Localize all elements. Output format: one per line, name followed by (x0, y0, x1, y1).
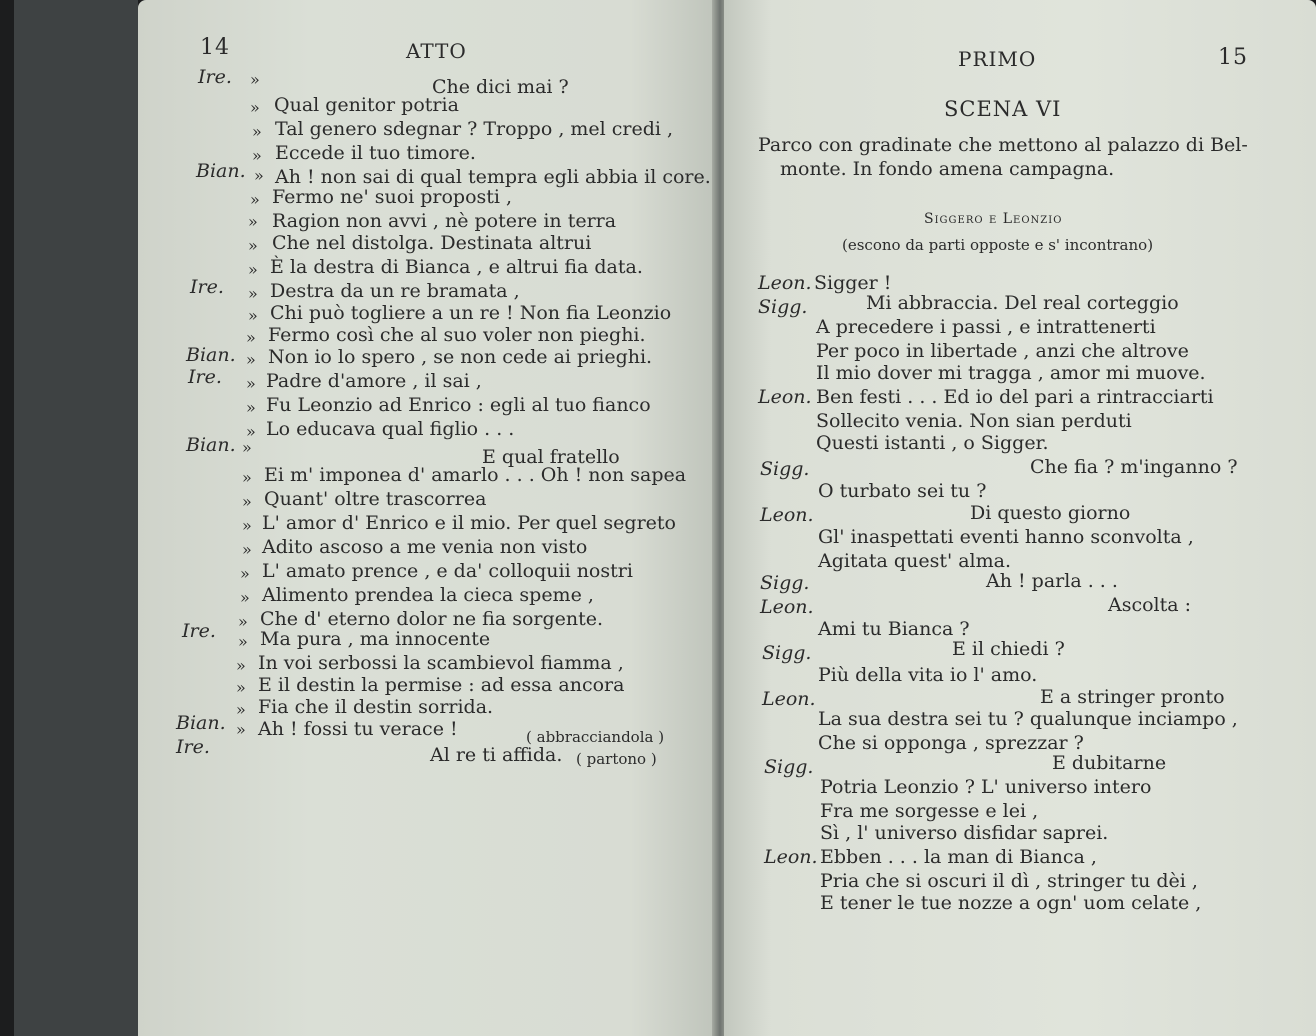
quote-mark: » (250, 98, 260, 117)
verse-line: Sollecito venia. Non sian perduti (816, 410, 1132, 432)
speaker-label: Leon. (758, 386, 812, 408)
quote-mark: » (254, 166, 264, 185)
verse-line: Quant' oltre trascorrea (264, 488, 487, 510)
verse-line: Che fia ? m'inganno ? (1030, 456, 1238, 478)
verse-line: Che nel distolga. Destinata altrui (272, 232, 592, 254)
verse-line: Ah ! parla . . . (986, 570, 1118, 592)
quote-mark: » (238, 612, 248, 631)
verse-line: Che si opponga , sprezzar ? (818, 732, 1084, 754)
verse-line: E a stringer pronto (1040, 686, 1225, 708)
verse-line: Eccede il tuo timore. (275, 142, 476, 164)
quote-mark: » (252, 146, 262, 165)
quote-mark: » (248, 212, 258, 231)
speaker-label: Bian. (186, 434, 236, 456)
quote-mark: » (246, 398, 256, 417)
right-page (724, 0, 1316, 1036)
verse-line: Padre d'amore , il sai , (266, 370, 482, 392)
speaker-label: Sigg. (758, 296, 808, 318)
page-number: 14 (200, 35, 230, 60)
verse-line: Ragion non avvi , nè potere in terra (272, 210, 617, 232)
verse-line: Ascolta : (1108, 594, 1192, 616)
verse-line: Sigger ! (814, 272, 892, 294)
quote-mark: » (240, 564, 250, 583)
verse-line: Fia che il destin sorrida. (258, 696, 494, 718)
stage-direction: ( abbracciandola ) (526, 728, 665, 746)
speaker-label: Bian. (176, 712, 226, 734)
verse-line: Alimento prendea la cieca speme , (262, 584, 594, 606)
verse-line: E dubitarne (1052, 752, 1167, 774)
verse-line: Per poco in libertade , anzi che altrove (816, 340, 1189, 362)
speaker-label: Sigg. (762, 642, 812, 664)
verse-line: Che dici mai ? (432, 76, 569, 98)
quote-mark: » (242, 516, 252, 535)
verse-line: Più della vita io l' amo. (818, 664, 1038, 686)
quote-mark: » (238, 632, 248, 651)
speaker-label: Leon. (760, 504, 814, 526)
speaker-label: Leon. (758, 272, 812, 294)
quote-mark: » (250, 190, 260, 209)
quote-mark: » (246, 374, 256, 393)
verse-line: Potria Leonzio ? L' universo intero (820, 776, 1152, 798)
quote-mark: » (236, 720, 246, 739)
verse-line: E il destin la permise : ad essa ancora (258, 674, 625, 696)
speaker-label: Sigg. (760, 458, 810, 480)
verse-line: Destra da un re bramata , (270, 280, 520, 302)
quote-mark: » (246, 350, 256, 369)
speaker-label: Bian. (186, 344, 236, 366)
speaker-label: Sigg. (760, 572, 810, 594)
setting-text: Parco con gradinate che mettono al palazzo di Bel- (758, 134, 1248, 156)
verse-line: In voi serbossi la scambievol fiamma , (258, 652, 624, 674)
verse-line: L' amato prence , e da' colloquii nostri (262, 560, 633, 582)
verse-line: O turbato sei tu ? (818, 480, 987, 502)
quote-mark: » (252, 122, 262, 141)
verse-line: Fermo così che al suo voler non pieghi. (268, 324, 646, 346)
verse-line: E il chiedi ? (952, 638, 1065, 660)
character-list: Siggero e Leonzio (924, 211, 1063, 227)
verse-line: È la destra di Bianca , e altrui fia data. (270, 256, 643, 278)
quote-mark: » (246, 328, 256, 347)
verse-line: Fra me sorgesse e lei , (820, 800, 1039, 822)
quote-mark: » (246, 422, 256, 441)
speaker-label: Leon. (760, 596, 814, 618)
speaker-label: Ire. (190, 276, 224, 298)
verse-line: Tal genero sdegnar ? Troppo , mel credi , (275, 118, 674, 140)
quote-mark: » (240, 588, 250, 607)
quote-mark: » (236, 678, 246, 697)
verse-line: Ben festi . . . Ed io del pari a rintracciarti (816, 386, 1214, 408)
quote-mark: » (236, 656, 246, 675)
verse-line: Ah ! non sai di qual tempra egli abbia il core. (275, 166, 711, 188)
verse-line: Di questo giorno (970, 502, 1131, 524)
quote-mark: » (242, 468, 252, 487)
verse-line: Che d' eterno dolor ne fia sorgente. (260, 608, 604, 630)
book-cover-edge (14, 0, 138, 1036)
verse-line: La sua destra sei tu ? qualunque inciampo , (818, 708, 1238, 730)
verse-line: Adito ascoso a me venia non visto (262, 536, 588, 558)
quote-mark: » (248, 260, 258, 279)
quote-mark: » (248, 306, 258, 325)
verse-line: Non io lo spero , se non cede ai prieghi. (268, 346, 653, 368)
speaker-label: Leon. (764, 846, 818, 868)
verse-line: Mi abbraccia. Del real corteggio (866, 292, 1179, 314)
verse-line: Il mio dover mi tragga , amor mi muove. (816, 362, 1206, 384)
verse-line: Pria che si oscuri il dì , stringer tu dèi , (820, 870, 1198, 892)
speaker-label: Leon. (762, 688, 816, 710)
verse-line: Gl' inaspettati eventi hanno sconvolta , (818, 526, 1194, 548)
verse-line: Ma pura , ma innocente (260, 628, 491, 650)
quote-mark: » (242, 438, 252, 457)
speaker-label: Ire. (198, 66, 232, 88)
stage-direction: ( partono ) (576, 750, 657, 768)
quote-mark: » (248, 284, 258, 303)
verse-line: Chi può togliere a un re ! Non fia Leonzio (270, 302, 672, 324)
speaker-label: Bian. (196, 160, 246, 182)
verse-line: Al re ti affida. (430, 744, 563, 766)
verse-line: A precedere i passi , e intrattenerti (816, 316, 1156, 338)
verse-line: E qual fratello (482, 446, 620, 468)
speaker-label: Ire. (176, 736, 210, 758)
speaker-label: Ire. (188, 366, 222, 388)
page-number: 15 (1218, 45, 1248, 70)
running-head: PRIMO (958, 47, 1037, 71)
verse-line: Questi istanti , o Sigger. (816, 432, 1049, 454)
scene-title: SCENA VI (944, 97, 1062, 121)
verse-line: Ebben . . . la man di Bianca , (820, 846, 1097, 868)
speaker-label: Sigg. (764, 756, 814, 778)
verse-line: Ei m' imponea d' amarlo . . . Oh ! non sapea (264, 464, 687, 486)
speaker-label: Ire. (182, 620, 216, 642)
verse-line: L' amor d' Enrico e il mio. Per quel segreto (262, 512, 676, 534)
verse-line: Ah ! fossi tu verace ! (258, 718, 458, 740)
left-page (138, 0, 716, 1036)
verse-line: Agitata quest' alma. (818, 550, 1012, 572)
quote-mark: » (242, 492, 252, 511)
quote-mark: » (248, 236, 258, 255)
stage-direction: (escono da parti opposte e s' incontrano) (842, 236, 1154, 254)
quote-mark: » (236, 700, 246, 719)
running-head: ATTO (406, 39, 467, 63)
verse-line: Sì , l' universo disfidar saprei. (820, 822, 1109, 844)
quote-mark: » (242, 540, 252, 559)
quote-mark: » (250, 70, 260, 89)
verse-line: Qual genitor potria (274, 94, 459, 116)
verse-line: Lo educava qual figlio . . . (266, 418, 515, 440)
verse-line: Ami tu Bianca ? (818, 618, 970, 640)
verse-line: Fermo ne' suoi proposti , (272, 186, 513, 208)
verse-line: Fu Leonzio ad Enrico : egli al tuo fianco (266, 394, 651, 416)
verse-line: E tener le tue nozze a ogn' uom celate , (820, 892, 1202, 914)
setting-text: monte. In fondo amena campagna. (780, 158, 1115, 180)
